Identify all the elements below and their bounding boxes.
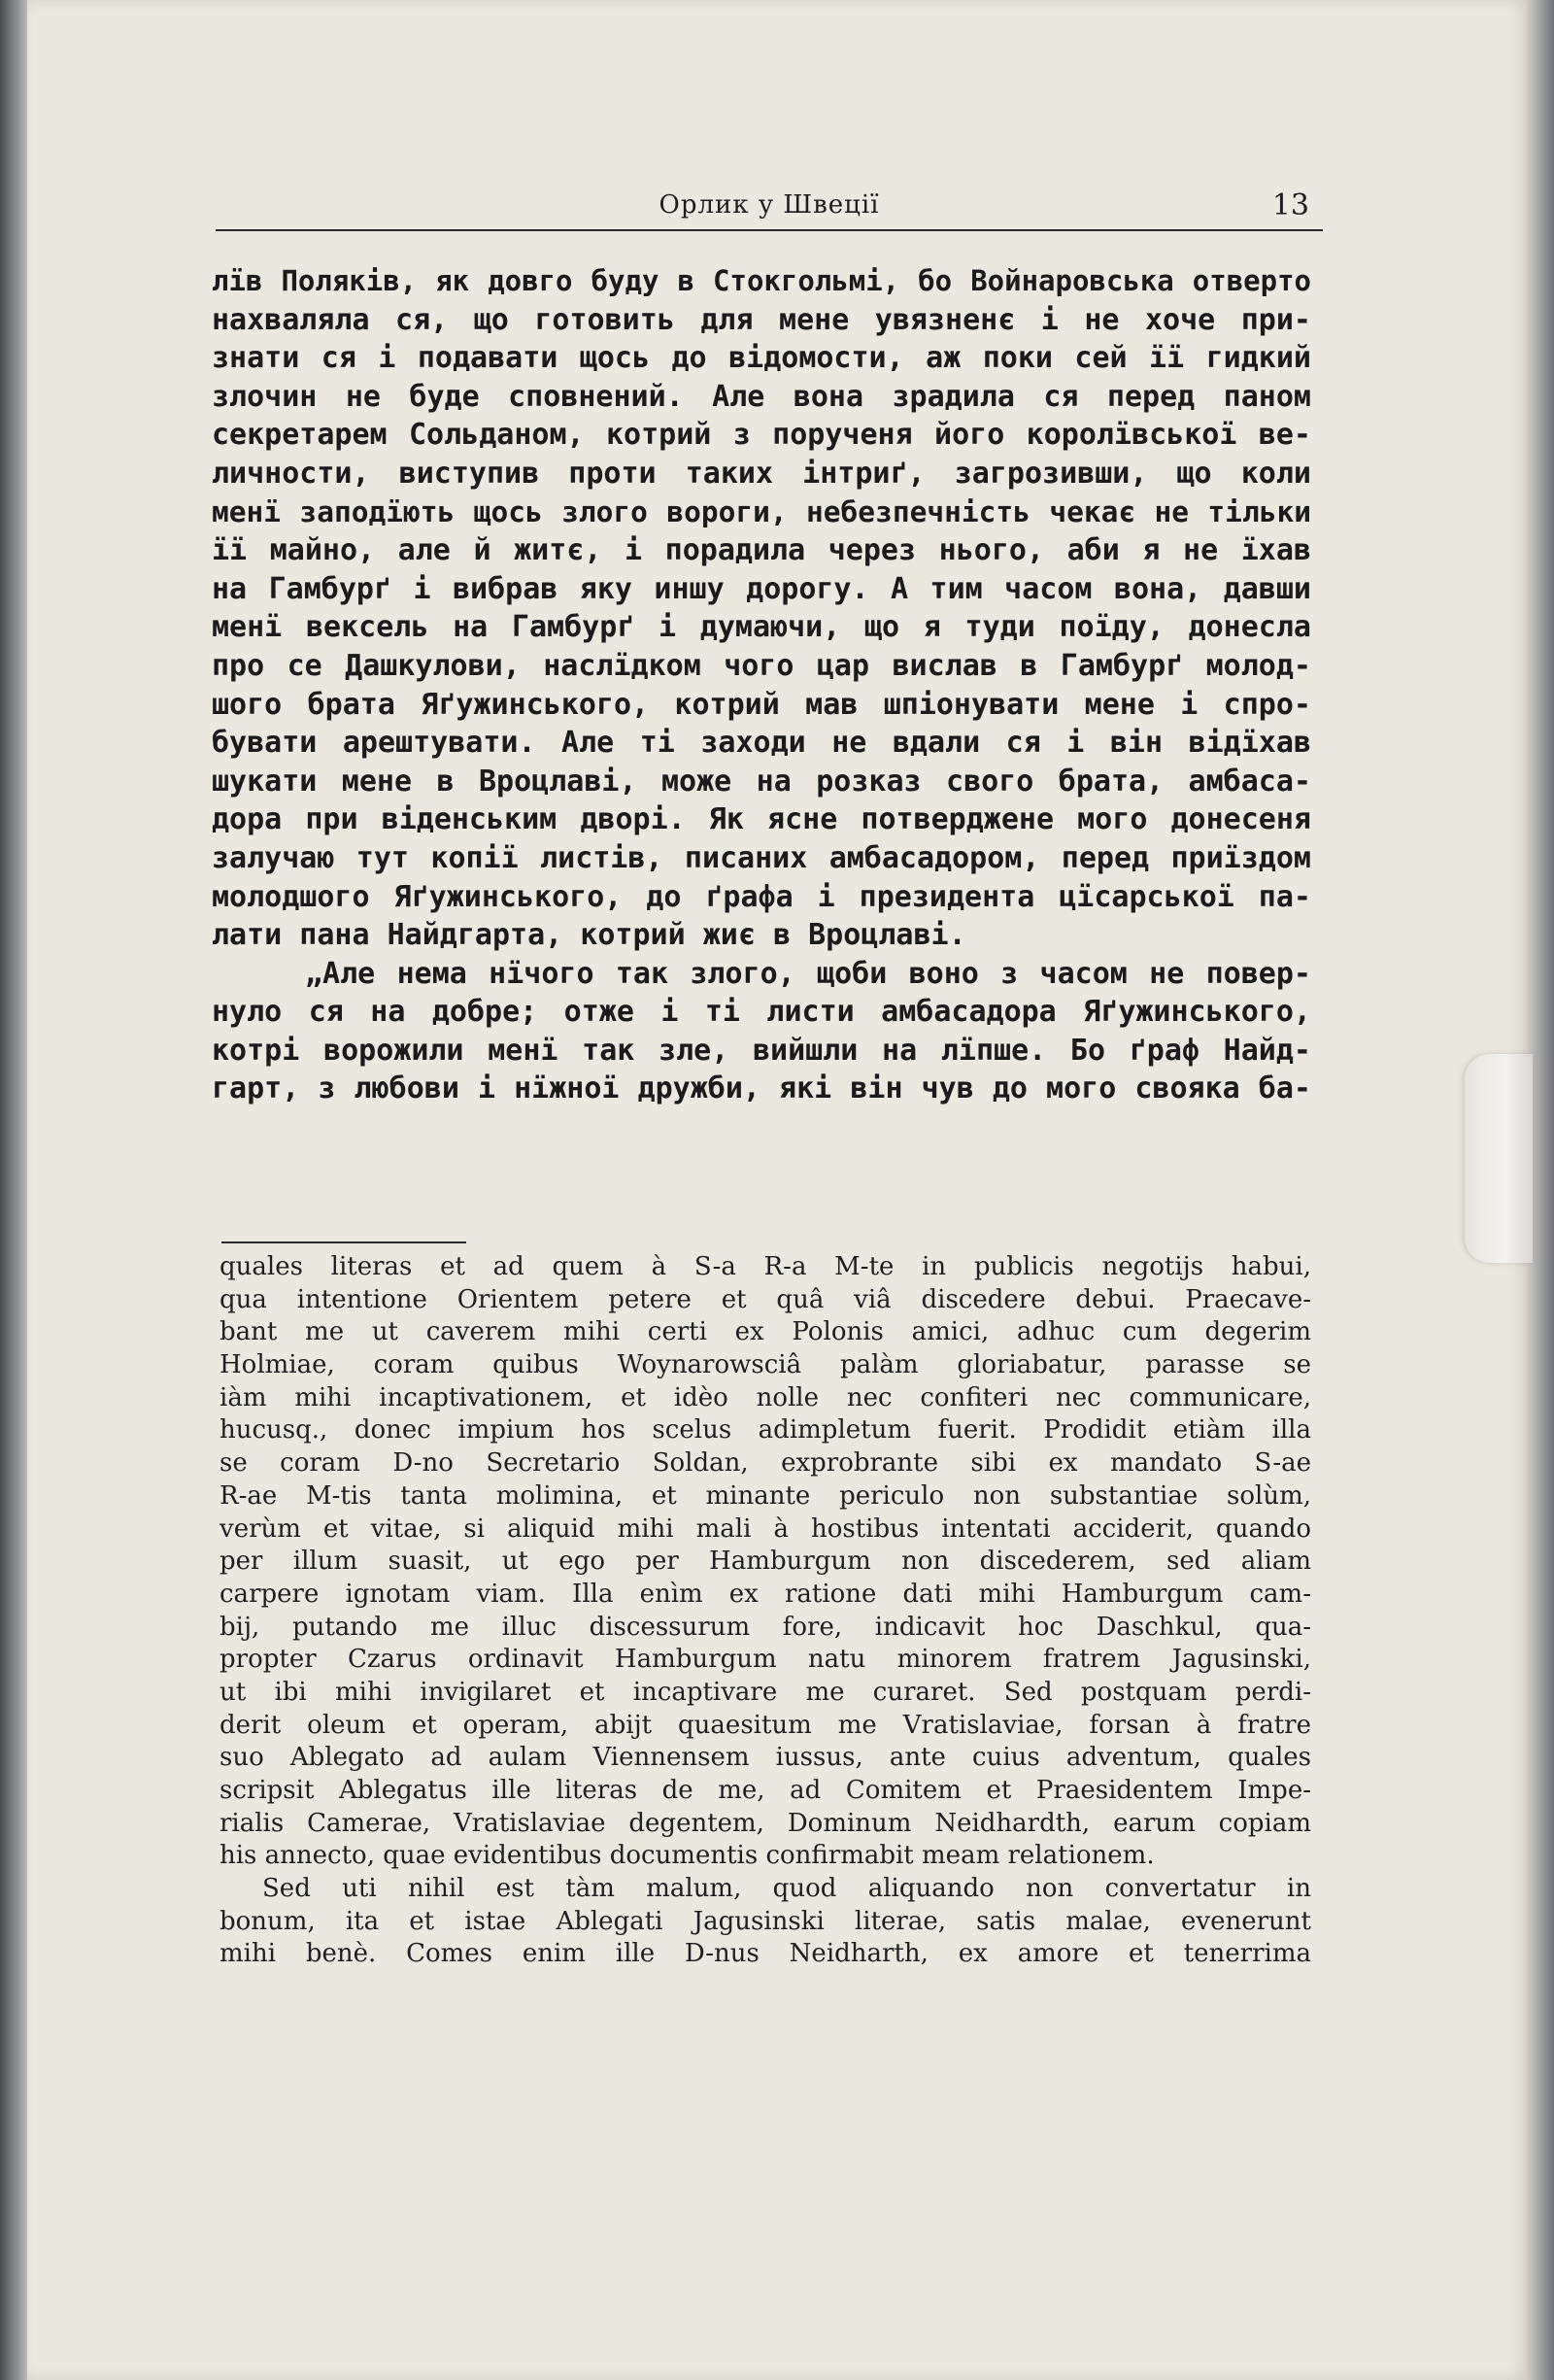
text-line: дора при віденським дворі. Як ясне потверджене мого донесеня (212, 802, 1311, 837)
text-line: лїв Поляків, як довго буду в Стокгольмі, бо Войнаровська отверто (212, 264, 1311, 297)
footnote-line: suo Ablegato ad aulam Viennensem iussus, ante cuius adventum, quales (220, 1743, 1311, 1773)
text-line: менї заподїють щось злого вороги, небезпечність чекає не тільки (212, 494, 1311, 528)
text-line: „Але нема нїчого так злого, щоби воно з часом не повер- (305, 956, 1311, 991)
footnote-line: bij, putando me illuc discessurum fore, indicavit hoc Daschkul, qua- (220, 1612, 1311, 1642)
footnote-line: bant me ut caverem mihi certi ex Polonis amici, adhuc cum degerim (220, 1317, 1311, 1347)
text-line: гарт, з любови і нїжної дружби, які він чув до мого свояка ба- (212, 1071, 1311, 1106)
footnote-line: verùm et vitae, si aliquid mihi mali à hostibus intentati acciderit, quando (220, 1513, 1311, 1544)
footnote-line: hucusq., donec impium hos scelus adimpletum fuerit. Prodidit etiàm illa (220, 1415, 1311, 1445)
scan-left-edge (0, 0, 27, 2380)
footnote-line: bonum, ita et istae Ablegati Jagusinski literae, satis malae, evenerunt (220, 1906, 1311, 1936)
footnote-line: per illum suasit, ut ego per Hamburgum non discederem, sed aliam (220, 1547, 1311, 1577)
page-number: 13 (1271, 188, 1309, 222)
text-line: котрі ворожили менї так зле, вийшли на лїпше. Бо ґраф Найд- (212, 1033, 1311, 1068)
text-line: її майно, але й житє, і порадила через нього, аби я не їхав (212, 533, 1311, 568)
text-line: личности, виступив проти таких інтриґ, загрозивши, що коли (212, 456, 1311, 491)
footnote-line: se coram D-no Secretario Soldan, exprobrante sibi ex mandato S-ae (220, 1448, 1311, 1479)
page-header (216, 173, 1323, 231)
text-line: лати пана Найдгарта, котрий жиє в Вроцлаві. (212, 918, 966, 953)
text-line: молодшого Яґужинського, до ґрафа і президента цїсарської па- (212, 879, 1311, 914)
footnote-line: iàm mihi incaptivationem, et idèo nolle nec confiteri nec communicare, (220, 1382, 1311, 1412)
text-line: про се Дашкулови, наслїдком чого цар вислав в Гамбурґ молод- (212, 648, 1311, 683)
text-line: секретарем Сольданом, котрий з порученя його королївської ве- (212, 418, 1311, 453)
text-line: шукати мене в Вроцлаві, може на розказ свого брата, амбаса- (212, 764, 1311, 799)
text-line: залучаю тут копії листів, писаних амбасадором, перед приїздом (212, 840, 1311, 875)
text-line: нахваляла ся, що готовить для мене увязненє і не хоче при- (212, 302, 1311, 337)
footnote-line: Sed uti nihil est tàm malum, quod aliquando non convertatur in (262, 1874, 1311, 1904)
text-line: шого брата Яґужинського, котрий мав шпіонувати мене і спро- (212, 687, 1311, 722)
footnote-line: qua intentione Orientem petere et quâ viâ discedere debui. Praecave- (220, 1284, 1311, 1314)
footnote-line: carpere ignotam viam. Illa enìm ex ratione dati mihi Hamburgum cam- (220, 1579, 1311, 1609)
running-title: Орлик у Швеції (659, 190, 880, 220)
paper-flap (1465, 1054, 1533, 1263)
footnote-line: rialis Camerae, Vratislaviae degentem, Dominum Neidhardth, earum copiam (220, 1808, 1311, 1838)
header-rule (216, 229, 1323, 231)
footnote-line: scripsit Ablegatus ille literas de me, ad Comitem et Praesidentem Impe- (220, 1776, 1311, 1805)
footnote-line: propter Czarus ordinavit Hamburgum natu minorem fratrem Jagusinski, (220, 1645, 1311, 1675)
text-line: бувати арештувати. Але ті заходи не вдали ся і він відїхав (212, 726, 1311, 761)
text-line: злочин не буде сповнений. Але вона зрадила ся перед паном (212, 379, 1311, 414)
text-line: менї вексель на Гамбурґ і думаючи, що я туди поїду, донесла (212, 610, 1311, 645)
text-line: нуло ся на добре; отже і ті листи амбасадора Яґужинського, (212, 995, 1311, 1030)
footnote-rule (221, 1241, 466, 1243)
footnote-text (220, 1251, 1311, 1971)
footnote-line: Holmiae, coram quibus Woynarowsciâ palàm gloriabatur, parasse se (220, 1350, 1311, 1380)
footnote-line: his annecto, quae evidentibus documentis confirmabit meam relationem. (220, 1841, 1155, 1871)
footnote-line: R-ae M-tis tanta molimina, et minante periculo non substantiae solùm, (220, 1480, 1311, 1511)
text-line: знати ся і подавати щось до відомости, аж поки сей її гидкий (212, 341, 1311, 376)
footnote-line: mihi benè. Comes enim ille D-nus Neidharth, ex amore et tenerrima (220, 1939, 1311, 1969)
main-text (212, 262, 1311, 1108)
footnote-line: derit oleum et operam, abijt quaesitum me Vratislaviae, forsan à fratre (220, 1710, 1311, 1740)
text-line: на Гамбурґ і вибрав яку иншу дорогу. А тим часом вона, давши (212, 571, 1311, 606)
footnote-line: quales literas et ad quem à S-a R-a M-te in publicis negotijs habui, (220, 1252, 1311, 1281)
footnote-line: ut ibi mihi invigilaret et incaptivare me curaret. Sed postquam perdi- (220, 1677, 1311, 1707)
